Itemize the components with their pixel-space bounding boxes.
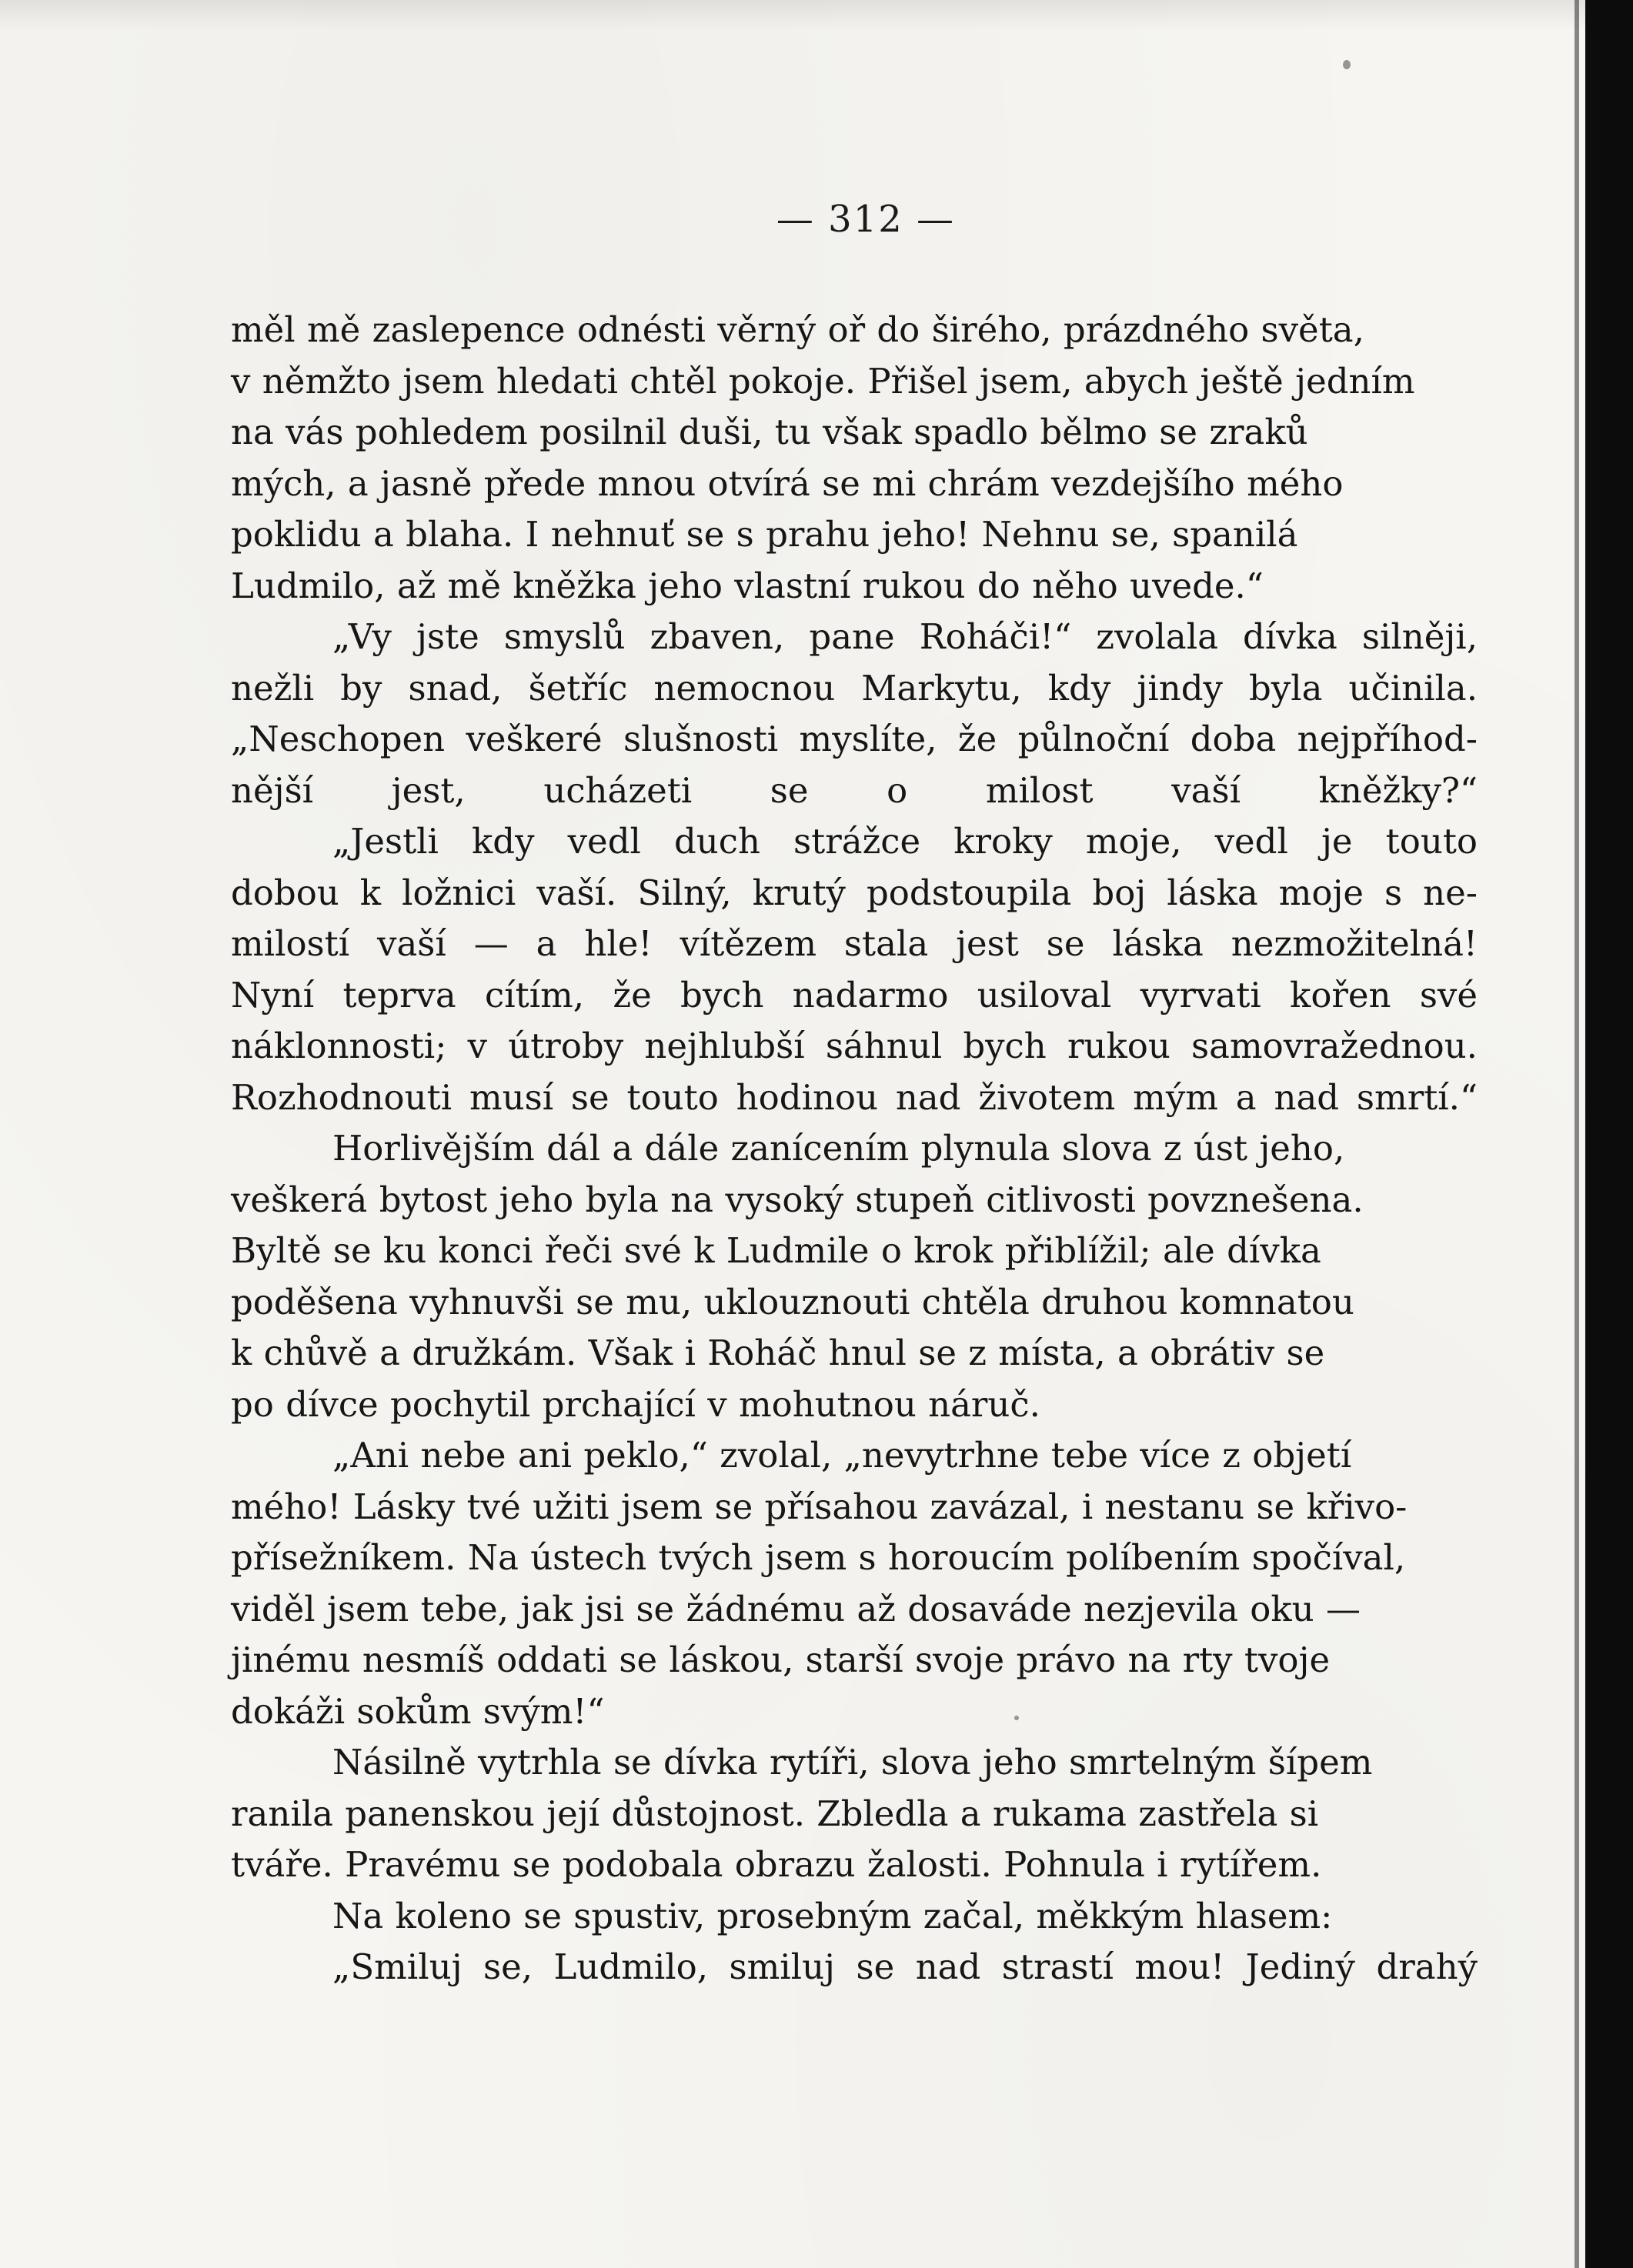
paragraph-2: „Vy jste smyslů zbaven, pane Roháči!“ zvolala dívka silněji, nežli by snad, šetříc nemocnou Markytu, kdy jindy byla učinila. „Neschopen veškeré slušnosti myslíte, že půlnoční doba nejpříhod- nější jest, ucházeti se o milost vaší kněžky?“ [231, 616, 1478, 811]
ink-speck [1014, 1716, 1019, 1720]
scan-border [1585, 0, 1633, 2268]
top-shadow [0, 0, 1585, 31]
paragraph-3: „Jestli kdy vedl duch strážce kroky moje, vedl je touto dobou k ložnici vaší. Silný, krutý podstoupila boj láska moje s ne- milostí vaší — a hle! vítězem stala jest se láska nezmožitelná! Nyní teprva cítím, že bych nadarmo usiloval vyrvati kořen své náklonnosti; v útroby nejhlubší sáhnul bych rukou samovražednou. Rozhodnouti musí se touto hodinou nad životem mým a nad smrtí.“ [231, 821, 1478, 1118]
paragraph-7: Na koleno se spustiv, prosebným začal, měkkým hlasem: [332, 1895, 1333, 1936]
paragraph-5: „Ani nebe ani peklo,“ zvolal, „nevytrhne tebe více z objetí mého! Lásky tvé užiti jsem se přísahou zavázal, i nestanu se křivo- přísežníkem. Na ústech tvých jsem s horoucím políbením spočíval, viděl jsem tebe, jak jsi se žádnému až dosaváde nezjevila oku — jinému nesmíš oddati se láskou, starší svoje právo na rty tvoje dokáži sokům svým!“ [231, 1435, 1408, 1732]
paragraph-4: Horlivějším dál a dále zanícením plynula slova z úst jeho, veškerá bytost jeho byla na vysoký stupeň citlivosti povznešena. Byltě se ku konci řeči své k Ludmile o krok přiblížil; ale dívka poděšena vyhnuvši se mu, uklouznouti chtěla druhou komnatou k chůvě a družkám. Však i Roháč hnul se z místa, a obrátiv se po dívce pochytil prchající v mohutnou náruč. [231, 1128, 1364, 1425]
page-number: — 312 — [776, 198, 956, 241]
body-text [231, 305, 1478, 1993]
ink-speck [1343, 60, 1351, 69]
paragraph-6: Násilně vytrhla se dívka rytíři, slova jeho smrtelným šípem ranila panenskou její důstojnost. Zbledla a rukama zastřela si tváře. Pravému se podobala obrazu žalosti. Pohnula i rytířem. [231, 1742, 1373, 1885]
paragraph-1: měl mě zaslepence odnésti věrný oř do širého, prázdného světa, v němžto jsem hledati chtěl pokoje. Přišel jsem, abych ještě jedním na vás pohledem posilnil duši, tu však spadlo bělmo se zraků mých, a jasně přede mnou otvírá se mi chrám vezdejšího mého poklidu a blaha. I nehnuť se s prahu jeho! Nehnu se, spanilá Ludmilo, až mě kněžka jeho vlastní rukou do něho uvede.“ [231, 309, 1415, 606]
page-edge-line [1575, 0, 1579, 2268]
paragraph-8: „Smiluj se, Ludmilo, smiluj se nad strastí mou! Jediný drahý [332, 1946, 1478, 1987]
